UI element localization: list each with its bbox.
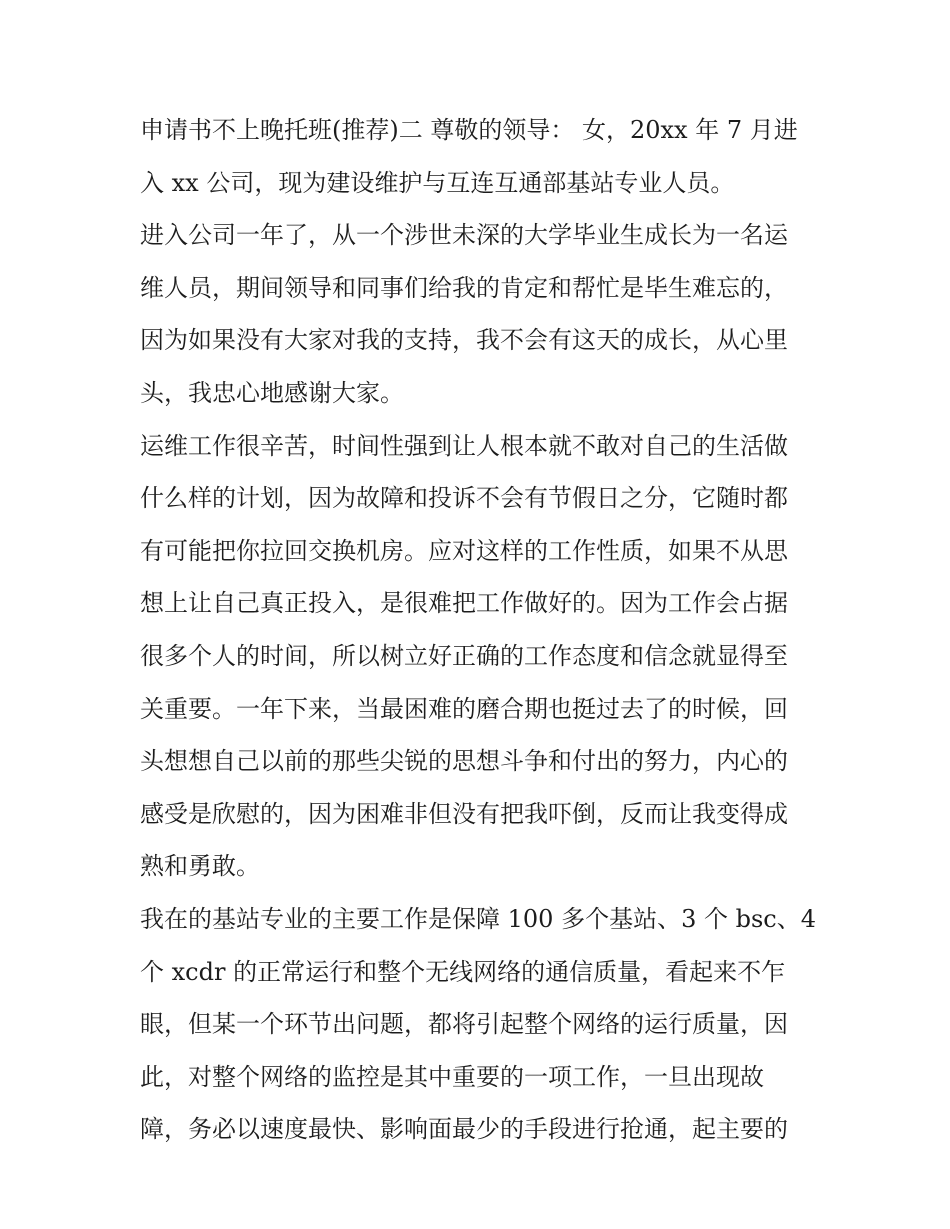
- text-line: 我在的基站专业的主要工作是保障 100 多个基站、3 个 bsc、4: [140, 904, 816, 933]
- text-line: 什么样的计划，因为故障和投诉不会有节假日之分，它随时都: [140, 484, 788, 513]
- text-line: 感受是欣慰的，因为困难非但没有把我吓倒，反而让我变得成: [140, 799, 788, 828]
- text-line: 熟和勇敢。: [140, 852, 260, 881]
- text-line: 想上让自己真正投入，是很难把工作做好的。因为工作会占据: [140, 589, 788, 618]
- text-line: 运维工作很辛苦，时间性强到让人根本就不敢对自己的生活做: [140, 431, 788, 460]
- text-line: 入 xx 公司，现为建设维护与互连互通部基站专业人员。: [140, 168, 735, 197]
- text-line: 很多个人的时间，所以树立好正确的工作态度和信念就显得至: [140, 641, 788, 670]
- text-line: 进入公司一年了，从一个涉世未深的大学毕业生成长为一名运: [140, 221, 788, 250]
- text-line: 眼，但某一个环节出问题，都将引起整个网络的运行质量，因: [140, 1010, 788, 1039]
- document-body: [140, 104, 820, 1156]
- text-line: 关重要。一年下来，当最困难的磨合期也挺过去了的时候，回: [140, 694, 788, 723]
- text-line: 因为如果没有大家对我的支持，我不会有这天的成长，从心里: [140, 326, 788, 355]
- text-line: 有可能把你拉回交换机房。应对这样的工作性质，如果不从思: [140, 536, 788, 565]
- text-line: 个 xcdr 的正常运行和整个无线网络的通信质量，看起来不乍: [140, 957, 786, 986]
- text-line: 头想想自己以前的那些尖锐的思想斗争和付出的努力，内心的: [140, 747, 788, 776]
- text-line: 维人员，期间领导和同事们给我的肯定和帮忙是毕生难忘的，: [140, 273, 788, 302]
- text-line: 此，对整个网络的监控是其中重要的一项工作，一旦出现故: [140, 1062, 764, 1091]
- text-line: 障，务必以速度最快、影响面最少的手段进行抢通，起主要的: [140, 1115, 788, 1144]
- text-line: 申请书不上晚托班(推荐)二 尊敬的领导： 女，20xx 年 7 月进: [140, 116, 798, 144]
- text-line: 头，我忠心地感谢大家。: [140, 378, 404, 407]
